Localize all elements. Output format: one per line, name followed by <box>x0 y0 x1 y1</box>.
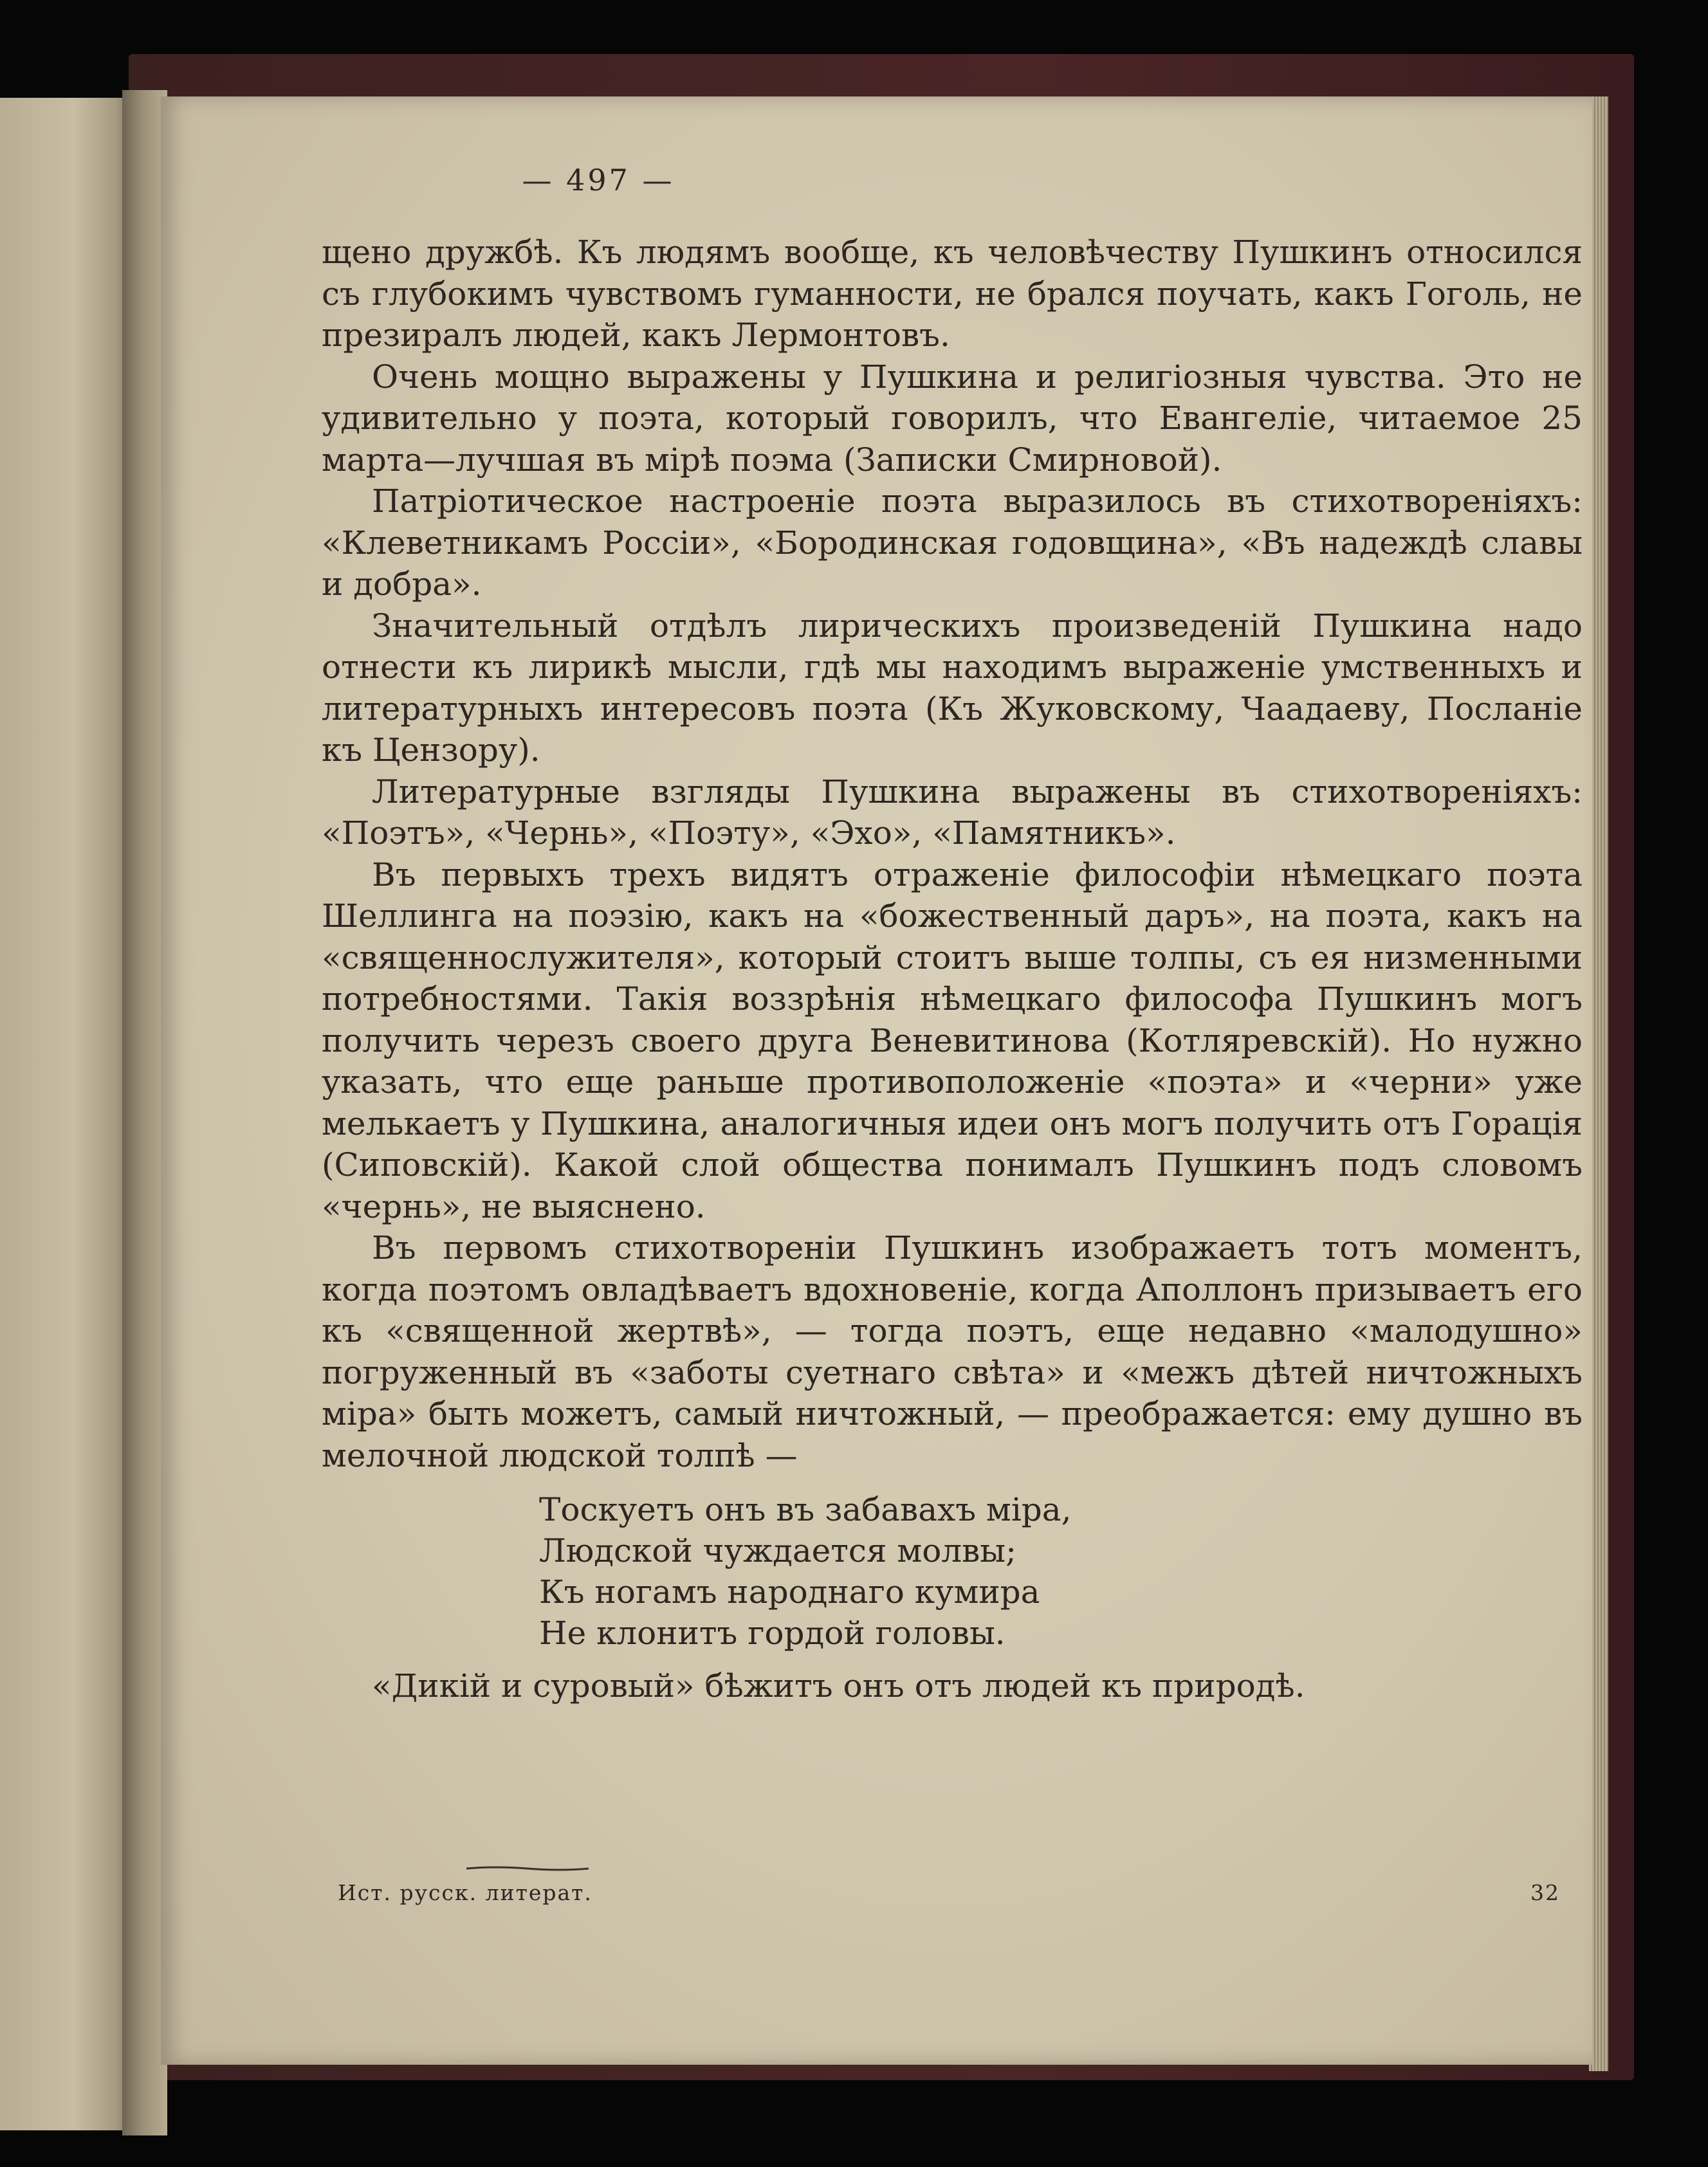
closing-paragraph: «Дикій и суровый» бѣжитъ онъ отъ людей къ природѣ. <box>372 1667 1305 1705</box>
verse-line: Не клонитъ гордой головы. <box>539 1614 1006 1652</box>
verse-quotation <box>539 1489 1583 1654</box>
paragraph: Въ первомъ стихотвореніи Пушкинъ изображаетъ тотъ моментъ, когда поэтомъ овладѣваетъ вдохновеніе, когда Аполлонъ призываетъ его къ «священной жертвѣ», — тогда поэтъ, еще недавно «малодушно» погруженный въ «заботы суетнаго свѣта» и «межъ дѣтей ничтожныхъ міра» быть можетъ, самый ничтожный, — преображается: ему душно въ мелочной людской толпѣ — <box>322 1229 1583 1474</box>
footer-signature: Ист. русск. литерат. <box>338 1880 592 1905</box>
paragraph: Въ первыхъ трехъ видятъ отраженіе философіи нѣмецкаго поэта Шеллинга на поэзію, какъ на «божественный даръ», на поэта, какъ на «священнослужителя», который стоитъ выше толпы, съ ея низменными потребностями. Такія воззрѣнія нѣмецкаго философа Пушкинъ могъ получить черезъ своего друга Веневитинова (Котляревскій). Но нужно указать, что еще раньше противоположеніе «поэта» и «черни» уже мелькаетъ у Пушкина, аналогичныя идеи онъ могъ получить отъ Горація (Сиповскій). Какой слой общества понималъ Пушкинъ подъ словомъ «чернь», не выяснено. <box>322 855 1583 1225</box>
footer-sheet-number: 32 <box>1530 1880 1560 1905</box>
paragraph: щено дружбѣ. Къ людямъ вообще, къ человѣчеству Пушкинъ относился съ глубокимъ чувствомъ гуманности, не брался поучать, какъ Гоголь, не презиралъ людей, какъ Лермонтовъ. <box>322 233 1583 354</box>
page-body <box>322 232 1583 1707</box>
ink-mark <box>463 1865 592 1872</box>
paragraph: Литературные взгляды Пушкина выражены въ стихотвореніяхъ: «Поэтъ», «Чернь», «Поэту», «Эхо», «Памятникъ». <box>322 773 1583 852</box>
book-page <box>161 96 1592 2065</box>
paragraph: Патріотическое настроеніе поэта выразилось въ стихотвореніяхъ: «Клеветникамъ Россіи», «Бородинская годовщина», «Въ надеждѣ славы и добра». <box>322 482 1583 603</box>
verse-line: Тоскуетъ онъ въ забавахъ міра, <box>539 1491 1072 1528</box>
previous-page-edge <box>0 98 135 2130</box>
page-content <box>161 96 1592 2065</box>
page-number: — 497 — <box>522 163 675 197</box>
verse-line: Людской чуждается молвы; <box>539 1532 1016 1569</box>
paragraph: Очень мощно выражены у Пушкина и религіозныя чувства. Это не удивительно у поэта, который говорилъ, что Евангеліе, читаемое 25 марта—лучшая въ мірѣ поэма (Записки Смирновой). <box>322 358 1583 479</box>
verse-line: Къ ногамъ народнаго кумира <box>539 1573 1040 1611</box>
paragraph: Значительный отдѣлъ лирическихъ произведеній Пушкина надо отнести къ лирикѣ мысли, гдѣ мы находимъ выраженіе умственныхъ и литературныхъ интересовъ поэта (Къ Жуковскому, Чаадаеву, Посланіе къ Цензору). <box>322 607 1583 769</box>
